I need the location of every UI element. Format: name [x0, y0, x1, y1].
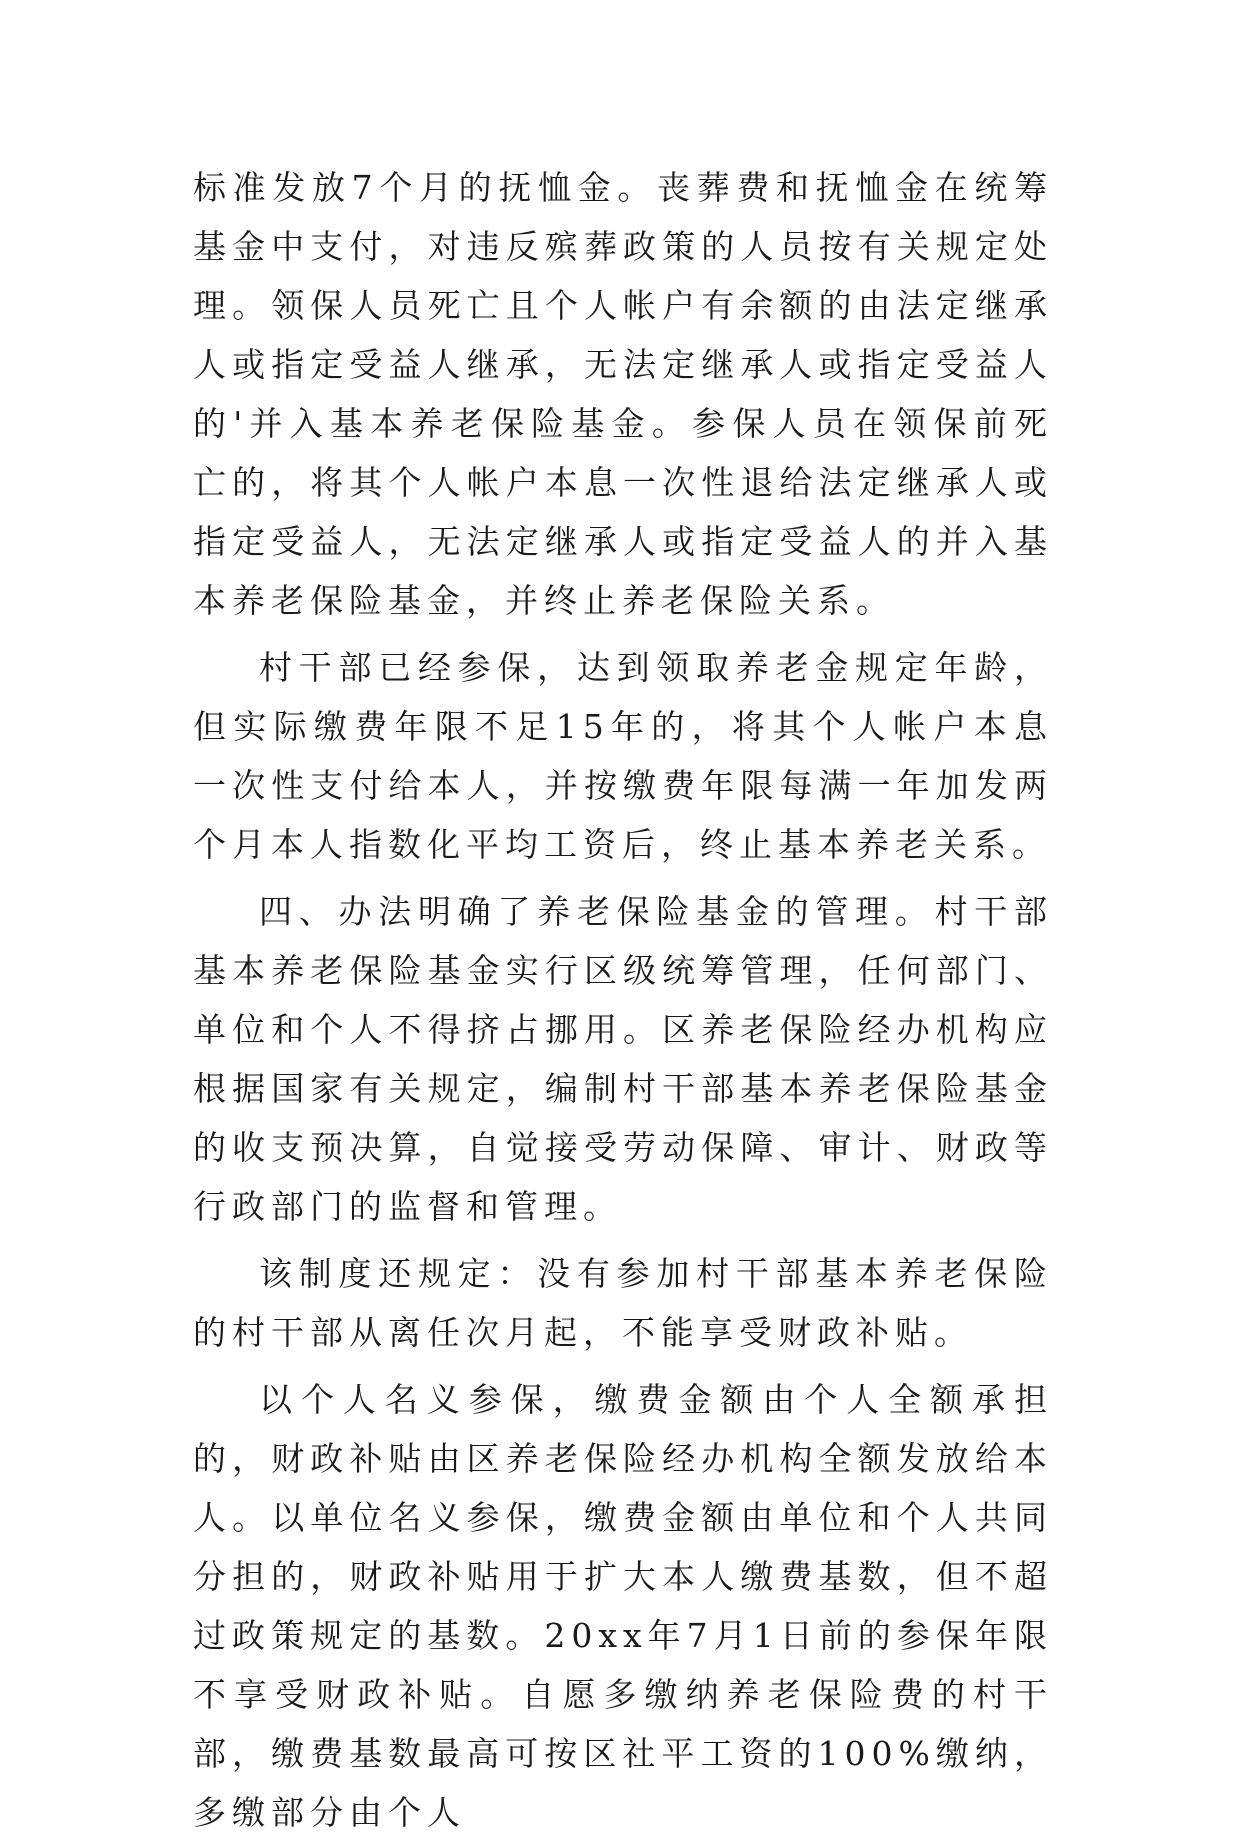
paragraph-4: 该制度还规定：没有参加村干部基本养老保险的村干部从离任次月起，不能享受财政补贴。: [193, 1254, 1053, 1352]
document-body: [193, 158, 1053, 1842]
paragraph-5: 以个人名义参保，缴费金额由个人全额承担的，财政补贴由区养老保险经办机构全额发放给本人。以单位名义参保，缴费金额由单位和个人共同分担的，财政补贴用于扩大本人缴费基数，但不超过政策规定的基数。20xx年7月1日前的参保年限不享受财政补贴。自愿多缴纳养老保险费的村干部，缴费基数最高可按区社平工资的100%缴纳，多缴部分由个人: [193, 1380, 1053, 1832]
paragraph-2: 村干部已经参保，达到领取养老金规定年龄，但实际缴费年限不足15年的，将其个人帐户本息一次性支付给本人，并按缴费年限每满一年加发两个月本人指数化平均工资后，终止基本养老关系。: [193, 648, 1053, 864]
paragraph-1: 标准发放7个月的抚恤金。丧葬费和抚恤金在统筹基金中支付，对违反殡葬政策的人员按有关规定处理。领保人员死亡且个人帐户有余额的由法定继承人或指定受益人继承，无法定继承人或指定受益人的'并入基本养老保险基金。参保人员在领保前死亡的，将其个人帐户本息一次性退给法定继承人或指定受益人，无法定继承人或指定受益人的并入基本养老保险基金，并终止养老保险关系。: [193, 168, 1053, 620]
paragraph-3: 四、办法明确了养老保险基金的管理。村干部基本养老保险基金实行区级统筹管理，任何部门、单位和个人不得挤占挪用。区养老保险经办机构应根据国家有关规定，编制村干部基本养老保险基金的收支预决算，自觉接受劳动保障、审计、财政等行政部门的监督和管理。: [193, 892, 1053, 1226]
